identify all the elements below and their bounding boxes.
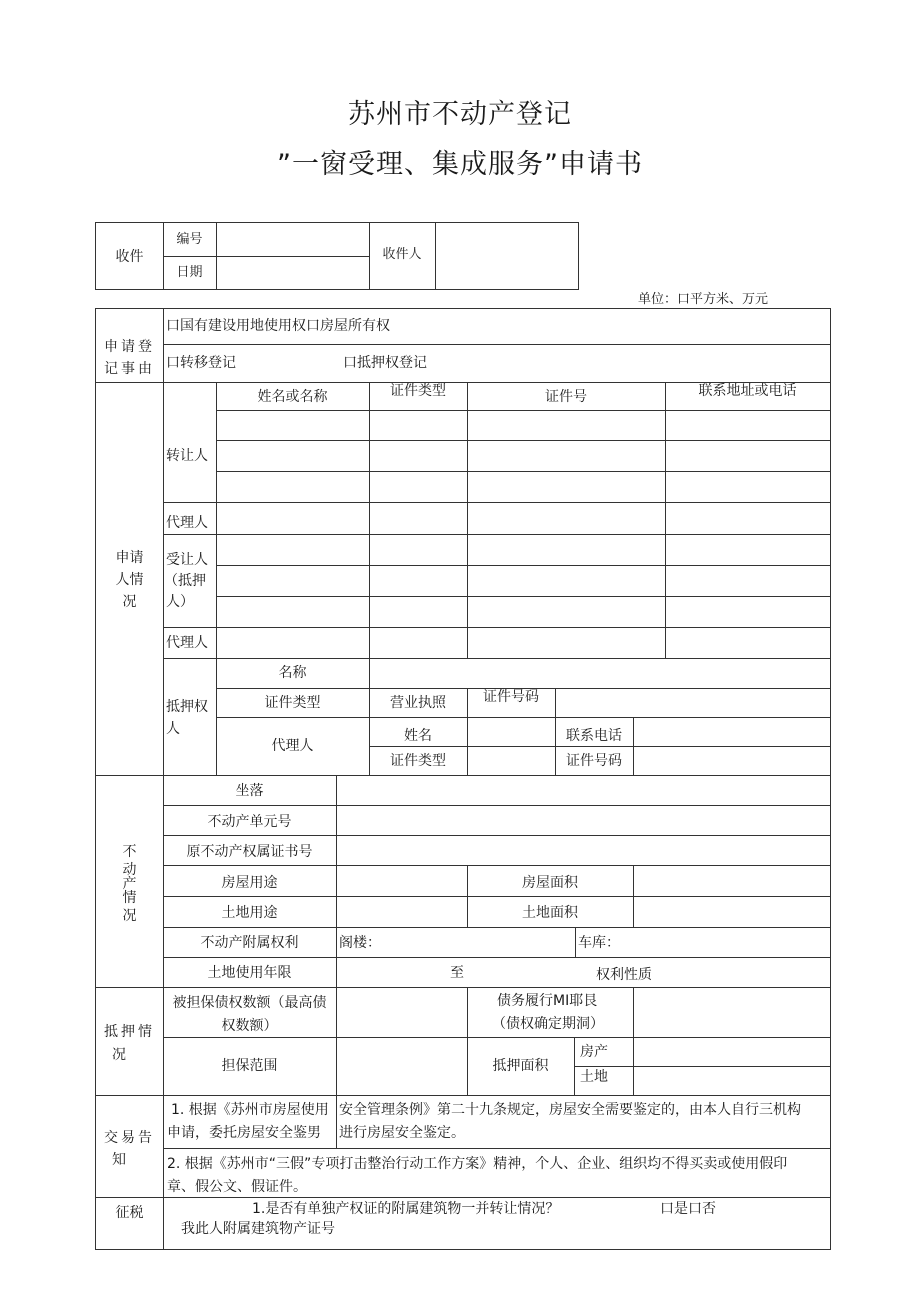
applicant-section-line3: 况 [122, 594, 137, 610]
house-use-label: 房屋用途 [221, 875, 278, 891]
guarantee-scope-label: 担保范围 [221, 1058, 278, 1074]
mortgage-registration-checkbox[interactable]: 口抵押权登记 [343, 355, 427, 371]
notice-item2-line2: 章、假公文、假证件。 [167, 1179, 307, 1195]
property-section-char-2: 动 [122, 862, 137, 878]
notice-item2-line1: 2. 根据《苏州市“三假”专项打击整治行动工作方案》精神，个人、企业、组织均不得买卖或使用假印 [167, 1156, 788, 1172]
receipt-number-label: 编号 [176, 232, 203, 247]
mortgagee-name-label: 名称 [278, 665, 307, 681]
reason-label-line1: 申请登 [104, 339, 155, 355]
debt-term-label-line1: 债务履行MI耶艮 [497, 993, 598, 1009]
transferee-label-line2: （抵押 [164, 573, 206, 589]
attached-rights-label: 不动产附属权利 [200, 935, 299, 951]
receipt-number-field[interactable] [217, 223, 369, 256]
notice-item1-right-line1: 安全管理条例》第二十九条规定，房屋安全需要鉴定的，由本人自行三机构 [339, 1102, 801, 1118]
property-section-char-5: 况 [122, 908, 137, 924]
mortgagee-id-code-label: 证件号码 [483, 689, 539, 705]
mortgagee-id-type-label: 证件类型 [264, 695, 321, 711]
tax-yes-no-options[interactable]: 口是口否 [660, 1201, 716, 1217]
reason-label-line2: 记事由 [104, 361, 155, 377]
tax-label: 征税 [115, 1205, 144, 1221]
mortgagee-agent-id-code-label: 证件号码 [566, 753, 622, 769]
mortgage-area-label: 抵押面积 [492, 1058, 549, 1074]
attic-label: 阁楼： [339, 935, 381, 951]
tax-question: 1.是否有单独产权证的附属建筑物一并转让情况？ [252, 1201, 560, 1217]
receipt-date-field[interactable] [217, 257, 369, 289]
notice-label-line1: 交易告 [104, 1130, 155, 1146]
reason-property-options[interactable]: 口国有建设用地使用权口房屋所有权 [166, 318, 390, 334]
mortgagee-agent-name-label: 姓名 [404, 728, 432, 744]
receipt-date-label: 日期 [176, 265, 203, 280]
mortgage-land-label: 土地 [580, 1069, 608, 1085]
mortgagee-agent-label: 代理人 [271, 738, 314, 754]
mortgagee-phone-label: 联系电话 [566, 728, 622, 744]
receiver-label: 收件人 [382, 247, 422, 262]
notice-label-line2: 知 [112, 1152, 126, 1168]
transferee-label-line1: 受让人 [166, 552, 208, 568]
property-section-char-3: 产 [122, 876, 137, 892]
transfer-registration-checkbox[interactable]: 口转移登记 [166, 355, 236, 371]
notice-item1-right-line2: 进行房屋安全鉴定。 [339, 1125, 465, 1141]
mortgage-house-label: 房产 [580, 1044, 608, 1060]
secured-amount-label-line1: 被担保债权数额（最高债 [172, 995, 327, 1011]
notice-item1-left-line2: 申请，委托房屋安全鉴男 [167, 1125, 321, 1141]
tax-attached-cert-label: 我此人附属建筑物产证号 [181, 1221, 335, 1237]
col-header-name: 姓名或名称 [257, 389, 328, 405]
property-section-char-1: 不 [122, 844, 137, 860]
applicant-section-line1: 申请 [115, 550, 144, 566]
document-title: 苏州市不动产登记 [348, 99, 572, 130]
col-header-id-number: 证件号 [545, 389, 587, 405]
property-section-char-4: 情 [122, 890, 137, 906]
mortgagee-id-type-value: 营业执照 [390, 695, 446, 711]
location-label: 坐落 [235, 783, 264, 799]
mortgage-section-line1: 抵押情 [104, 1024, 155, 1040]
mortgagee-agent-id-type-label: 证件类型 [390, 753, 446, 769]
land-term-label: 土地使用年限 [207, 965, 292, 981]
secured-amount-label-line2: 权数额） [221, 1018, 278, 1034]
term-to-label: 至 [450, 965, 464, 981]
col-header-contact: 联系地址或电话 [698, 383, 797, 399]
land-area-label: 土地面积 [522, 905, 578, 921]
transferee-agent-label: 代理人 [166, 635, 208, 651]
notice-item1-left-line1: 1. 根据《苏州市房屋使用 [171, 1102, 329, 1118]
mortgagee-label-line2: 人 [166, 721, 180, 737]
transferor-label: 转让人 [166, 448, 208, 464]
unit-number-label: 不动产单元号 [207, 814, 292, 830]
land-use-label: 土地用途 [221, 905, 278, 921]
garage-label: 车库： [578, 935, 620, 951]
transferor-agent-label: 代理人 [166, 515, 208, 531]
transferee-label-line3: 人） [166, 594, 194, 610]
applicant-section-line2: 人情 [115, 572, 144, 588]
unit-note: 单位：口平方米、万元 [638, 292, 769, 307]
document-subtitle: ”一窗受理、集成服务”申请书 [277, 149, 643, 180]
original-certificate-label: 原不动产权属证书号 [186, 844, 313, 860]
house-area-label: 房屋面积 [522, 875, 578, 891]
receiver-field[interactable] [436, 223, 578, 289]
mortgagee-label-line1: 抵押权 [166, 699, 208, 715]
receipt-label: 收件 [115, 249, 144, 265]
mortgage-section-line2: 况 [112, 1047, 126, 1063]
right-nature-label: 权利性质 [596, 967, 652, 983]
debt-term-label-line2: （债权确定期洞） [492, 1016, 604, 1032]
col-header-id-type: 证件类型 [390, 383, 446, 399]
